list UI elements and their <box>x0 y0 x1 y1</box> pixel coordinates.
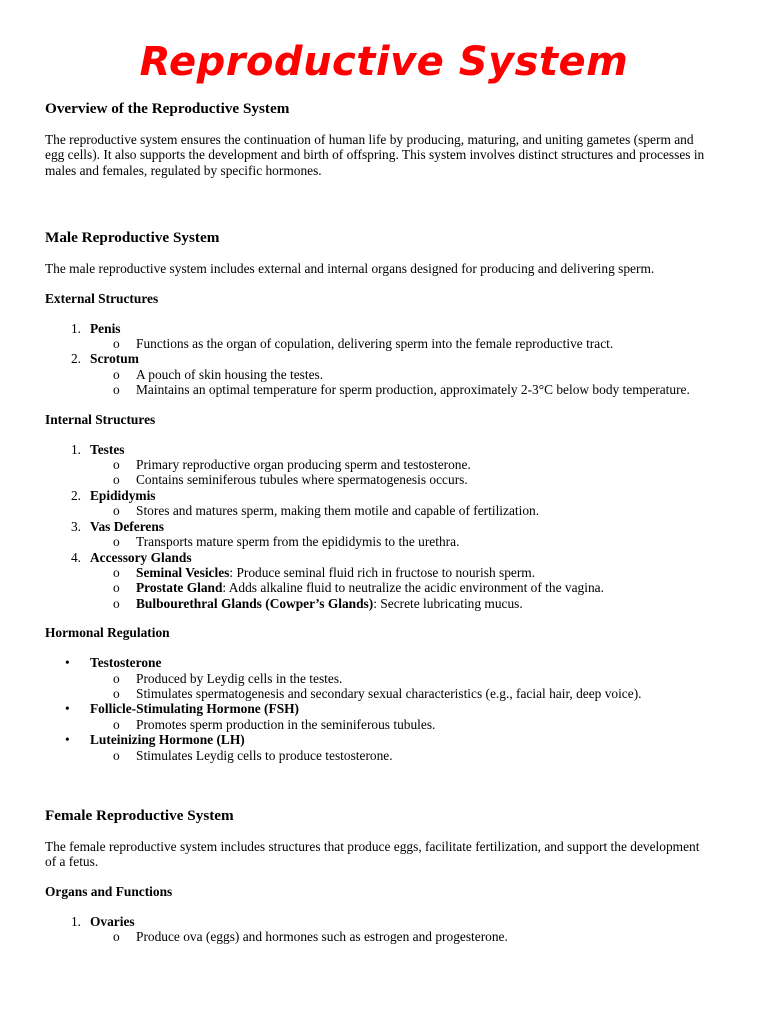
sub-list <box>90 929 710 944</box>
overview-heading: Overview of the Reproductive System <box>45 100 290 117</box>
sub-list <box>90 534 710 549</box>
bullet-marker: • <box>65 701 70 717</box>
sub-bullet-marker: o <box>113 929 120 945</box>
sub-list-item <box>45 472 710 487</box>
sub-item-text: : Produce seminal fluid rich in fructose to nourish sperm. <box>229 564 536 580</box>
list-number: 2. <box>70 351 81 367</box>
list-item <box>45 321 710 352</box>
sub-bullet-marker: o <box>113 595 120 611</box>
sub-item-text: Stores and matures sperm, making them motile and capable of fertilization. <box>136 503 540 519</box>
sub-bullet-marker: o <box>113 366 120 382</box>
list-item-label: Follicle-Stimulating Hormone (FSH) <box>90 701 300 717</box>
sub-bullet-marker: o <box>113 670 120 686</box>
sub-list <box>90 717 710 732</box>
sub-bullet-marker: o <box>113 564 120 580</box>
sub-list-item <box>45 457 710 472</box>
sub-list <box>90 671 710 702</box>
male-intro-paragraph: The male reproductive system includes external and internal organs designed for producing and delivering sperm. <box>45 261 655 277</box>
sub-item-text: : Adds alkaline fluid to neutralize the acidic environment of the vagina. <box>222 580 604 596</box>
sub-item-text: : Secrete lubricating mucus. <box>373 595 523 611</box>
list-number: 4. <box>70 549 81 565</box>
sub-item-text: Primary reproductive organ producing sperm and testosterone. <box>136 457 471 473</box>
male-heading: Male Reproductive System <box>45 229 220 247</box>
sub-list-item <box>45 534 710 549</box>
list-item-label: Scrotum <box>90 351 139 367</box>
sub-item-text: Produced by Leydig cells in the testes. <box>136 670 343 686</box>
male-hormonal-heading: Hormonal Regulation <box>45 625 170 641</box>
sub-item-term: Seminal Vesicles <box>136 564 230 580</box>
sub-bullet-marker: o <box>113 382 120 398</box>
sub-list-item <box>45 336 710 351</box>
list-item-label: Penis <box>90 320 121 336</box>
sub-item-text: Produce ova (eggs) and hormones such as estrogen and progesterone. <box>136 929 508 945</box>
sub-item-text: Promotes sperm production in the seminiferous tubules. <box>136 716 436 732</box>
female-heading: Female Reproductive System <box>45 806 234 824</box>
list-number: 3. <box>70 518 81 534</box>
list-number: 1. <box>70 441 81 457</box>
male-internal-heading: Internal Structures <box>45 411 156 427</box>
sub-list <box>90 748 710 763</box>
sub-bullet-marker: o <box>113 580 120 596</box>
sub-list-item <box>45 596 710 611</box>
sub-list-item <box>45 671 710 686</box>
sub-list-item <box>45 565 710 580</box>
female-organs-list <box>45 914 710 945</box>
list-item-label: Vas Deferens <box>90 518 165 534</box>
male-external-heading: External Structures <box>45 290 159 306</box>
sub-list <box>90 565 710 611</box>
bullet-marker: • <box>65 655 70 671</box>
sub-bullet-marker: o <box>113 503 120 519</box>
sub-item-text: Transports mature sperm from the epididymis to the urethra. <box>136 534 460 550</box>
sub-list-item <box>45 717 710 732</box>
female-intro-paragraph: The female reproductive system includes structures that produce eggs, facilitate fertilization, and support the development of a fetus. <box>45 838 700 870</box>
list-number: 1. <box>70 320 81 336</box>
list-item-label: Epididymis <box>90 487 156 503</box>
sub-item-text: Functions as the organ of copulation, delivering sperm into the female reproductive tract. <box>136 336 614 352</box>
sub-item-term: Bulbourethral Glands (Cowper’s Glands) <box>136 595 374 611</box>
sub-list-item <box>45 367 710 382</box>
sub-list <box>90 457 710 488</box>
sub-bullet-marker: o <box>113 747 120 763</box>
sub-list <box>90 336 710 351</box>
list-item <box>45 914 710 945</box>
list-item <box>45 519 710 550</box>
sub-list-item <box>45 929 710 944</box>
sub-list-item <box>45 503 710 518</box>
list-number: 1. <box>70 913 81 929</box>
list-item <box>45 732 710 763</box>
list-item <box>45 442 710 488</box>
list-item <box>45 701 710 732</box>
sub-bullet-marker: o <box>113 685 120 701</box>
overview-paragraph: The reproductive system ensures the continuation of human life by producing, maturing, and uniting gametes (sperm and egg cells). It also supports the development and birth of offspring. This system involves distinct structures and processes in males and females, regulated by specific hormones. <box>45 132 705 178</box>
sub-bullet-marker: o <box>113 472 120 488</box>
sub-item-text: A pouch of skin housing the testes. <box>136 366 324 382</box>
sub-bullet-marker: o <box>113 336 120 352</box>
list-item-label: Ovaries <box>90 913 135 929</box>
list-item-label: Testes <box>90 441 125 457</box>
sub-item-text: Stimulates spermatogenesis and secondary sexual characteristics (e.g., facial hair, deep voice). <box>136 685 642 701</box>
male-external-list <box>45 321 710 398</box>
sub-bullet-marker: o <box>113 457 120 473</box>
sub-item-text: Maintains an optimal temperature for sperm production, approximately 2-3°C below body temperature. <box>136 382 690 398</box>
sub-item-text: Contains seminiferous tubules where spermatogenesis occurs. <box>136 472 468 488</box>
list-item-label: Luteinizing Hormone (LH) <box>90 732 245 748</box>
sub-list-item <box>45 580 710 595</box>
male-internal-list <box>45 442 710 611</box>
list-item-label: Accessory Glands <box>90 549 192 565</box>
sub-item-term: Prostate Gland <box>136 580 223 596</box>
sub-bullet-marker: o <box>113 716 120 732</box>
sub-bullet-marker: o <box>113 534 120 550</box>
sub-list <box>90 367 710 398</box>
sub-item-text: Stimulates Leydig cells to produce testosterone. <box>136 747 393 763</box>
list-item <box>45 655 710 701</box>
list-item-label: Testosterone <box>90 655 162 671</box>
sub-list-item <box>45 686 710 701</box>
male-hormonal-list <box>45 655 710 763</box>
list-item <box>45 488 710 519</box>
list-item <box>45 351 710 397</box>
female-organs-heading: Organs and Functions <box>45 883 173 899</box>
sub-list-item <box>45 382 710 397</box>
sub-list <box>90 503 710 518</box>
document-title: Reproductive System <box>139 39 629 85</box>
sub-list-item <box>45 748 710 763</box>
list-item <box>45 550 710 612</box>
document-body <box>45 100 710 945</box>
list-number: 2. <box>70 487 81 503</box>
bullet-marker: • <box>65 732 70 748</box>
